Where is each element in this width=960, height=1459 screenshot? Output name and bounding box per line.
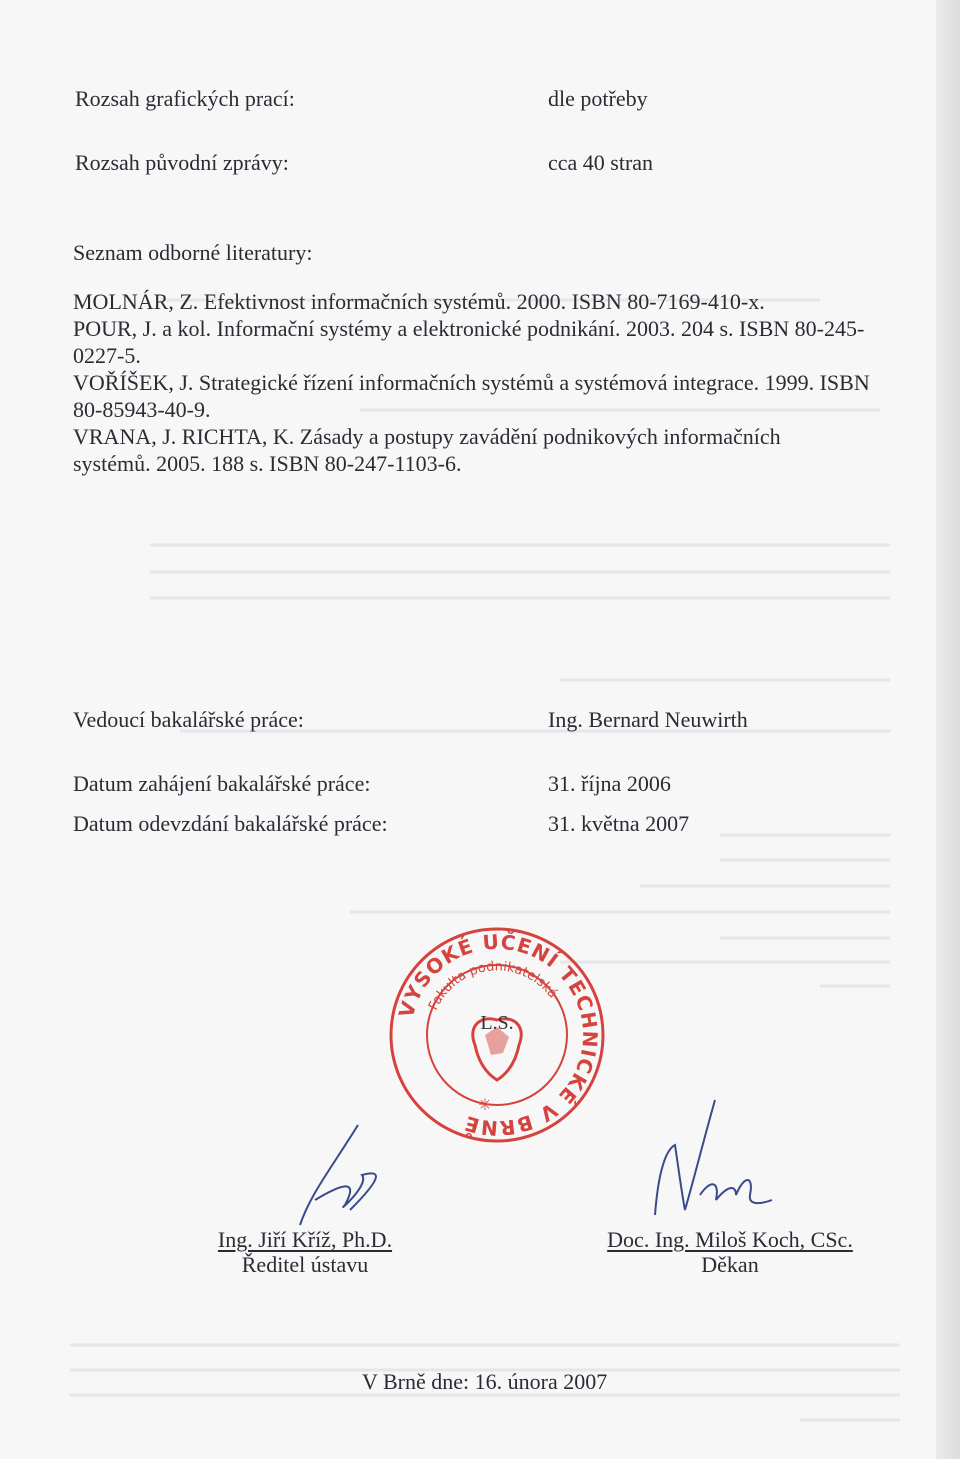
left-signatory-role: Ředitel ústavu: [241, 1252, 369, 1277]
supervisor-label: Vedoucí bakalářské práce:: [73, 707, 304, 732]
start-date-label: Datum zahájení bakalářské práce:: [73, 771, 371, 796]
left-signature-icon: [280, 1115, 400, 1235]
supervisor-value: Ing. Bernard Neuwirth: [548, 707, 748, 732]
stamp-outer-text: VYSOKÉ UČENÍ TECHNICKÉ V BRNĚ: [393, 929, 603, 1141]
literature-list: [73, 288, 893, 477]
end-date-value: 31. května 2007: [548, 811, 690, 836]
end-date-label: Datum odevzdání bakalářské práce:: [73, 811, 388, 836]
report-scope-value: cca 40 stran: [548, 150, 654, 175]
graphics-scope-value: dle potřeby: [548, 86, 648, 111]
stamp-inner-text: Fakulta podnikatelská: [426, 959, 561, 1013]
literature-entry: POUR, J. a kol. Informační systémy a elektronické podnikání. 2003. 204 s. ISBN 80-245-0227-5.: [73, 316, 865, 368]
literature-entry: VRANA, J. RICHTA, K. Zásady a postupy zavádění podnikových informačních systémů. 2005. 188 s. ISBN 80-247-1103-6.: [73, 424, 781, 476]
graphics-scope-label: Rozsah grafických prací:: [75, 86, 295, 111]
literature-entry: MOLNÁR, Z. Efektivnost informačních systémů. 2000. ISBN 80-7169-410-x.: [73, 289, 765, 314]
literature-heading: Seznam odborné literatury:: [73, 240, 313, 265]
place-and-date: V Brně dne: 16. února 2007: [362, 1369, 608, 1394]
right-signature-icon: [640, 1095, 790, 1225]
literature-entry: VOŘÍŠEK, J. Strategické řízení informačních systémů a systémová integrace. 1999. ISBN 80-85943-40-9.: [73, 370, 870, 422]
report-scope-label: Rozsah původní zprávy:: [75, 150, 289, 175]
right-signatory-role: Děkan: [701, 1252, 759, 1277]
right-signatory-name: Doc. Ing. Miloš Koch, CSc.: [607, 1227, 853, 1252]
official-stamp-icon: [387, 925, 607, 1145]
left-signatory-name: Ing. Jiří Kříž, Ph.D.: [217, 1227, 393, 1252]
stamp-center-text: L.S.: [480, 1012, 514, 1034]
start-date-value: 31. října 2006: [548, 771, 671, 796]
svg-text:✳: ✳: [478, 1095, 492, 1114]
